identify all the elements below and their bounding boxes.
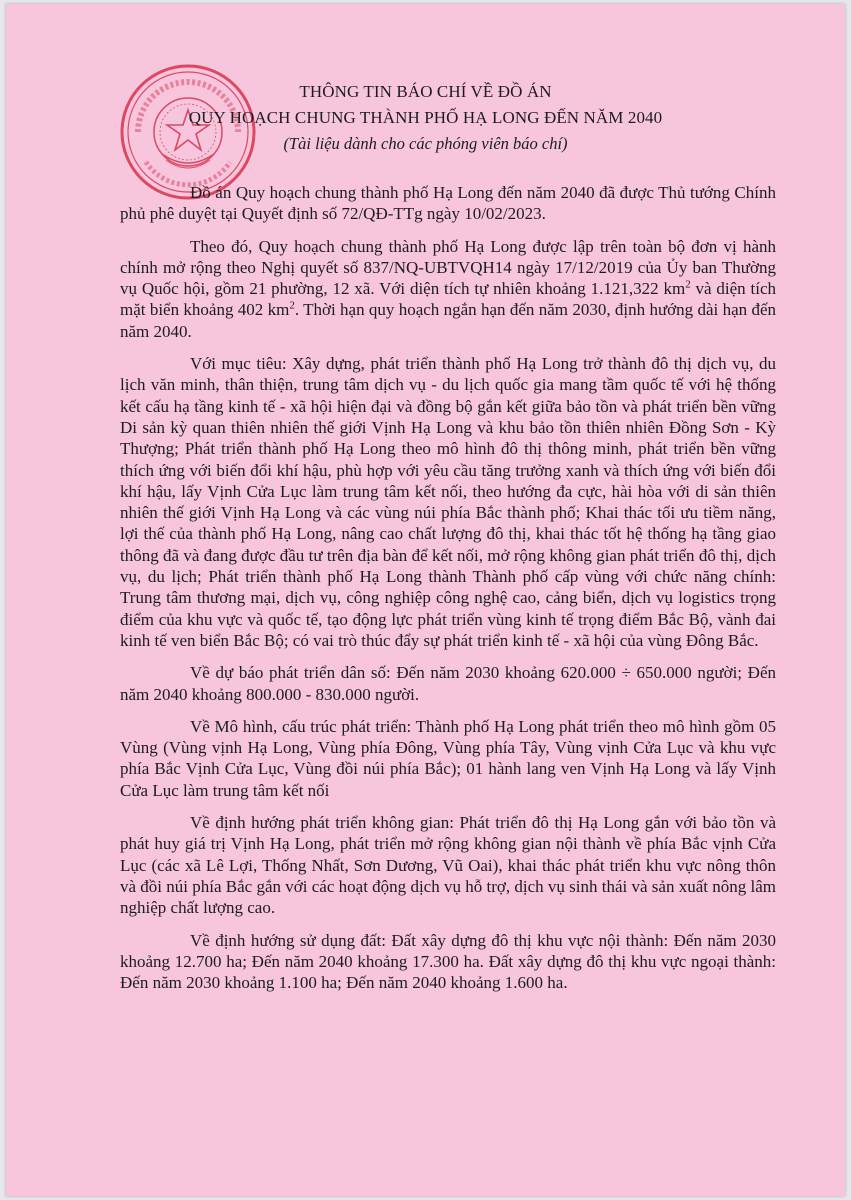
paragraph-land-use: Về định hướng sử dụng đất: Đất xây dựng đô thị khu vực nội thành: Đến năm 2030 khoảng 12.700 ha; Đến năm 2040 khoảng 17.300 ha. Đất xây dựng đô thị khu vực ngoại thành: Đến năm 2030 khoảng 1.100 ha; Đến năm 2040 khoảng 1.600 ha.	[120, 930, 776, 993]
scope-text-c: . Thời hạn quy hoạch ngắn hạn đến năm 2030, định hướng dài hạn đến năm 2040.	[120, 300, 776, 341]
paragraph-population: Về dự báo phát triển dân số: Đến năm 2030 khoảng 620.000 ÷ 650.000 người; Đến năm 2040 khoảng 800.000 - 830.000 người.	[120, 663, 776, 704]
paragraph-development-model: Về Mô hình, cấu trúc phát triển: Thành phố Hạ Long phát triển theo mô hình gồm 05 Vùng (Vùng vịnh Hạ Long, Vùng phía Đông, Vùng phía Tây, Vùng vịnh Cửa Lục và khu vực phía Bắc Vịnh Cửa Lục, Vùng đồi núi phía Bắc); 01 hành lang ven Vịnh Hạ Long và lấy Vịnh Cửa Lục làm trung tâm kết nối	[120, 716, 776, 800]
scope-text-a: Theo đó, Quy hoạch chung thành phố Hạ Long được lập trên toàn bộ đơn vị hành chính mở rộng theo Nghị quyết số 837/NQ-UBTVQH14 ngày 17/12/2019 của Ủy ban Thường vụ Quốc hội, gồm 21 phường, 12 xã. Với diện tích tự nhiên khoảng 1.121,322 km	[120, 236, 776, 299]
scope-text-b: và diện tích mặt biển khoảng 402 km	[120, 279, 776, 320]
km2-superscript-2: 2	[289, 299, 295, 312]
km2-superscript-1: 2	[685, 278, 691, 291]
paragraph-scope	[120, 236, 776, 342]
document-title-line-2: QUY HOẠCH CHUNG THÀNH PHỐ HẠ LONG ĐẾN NĂM 2040	[188, 108, 663, 127]
document-body	[120, 182, 776, 1004]
document-subtitle: (Tài liệu dành cho các phóng viên báo chí)	[283, 134, 568, 153]
paragraph-objectives: Với mục tiêu: Xây dựng, phát triển thành phố Hạ Long trở thành đô thị dịch vụ, du lịch văn minh, thân thiện, trung tâm dịch vụ - du lịch quốc gia mang tầm quốc tế với hệ thống kết cấu hạ tầng kinh tế - xã hội hiện đại và đồng bộ gắn kết giữa bảo tồn và phát triển bền vững Di sản kỳ quan thiên nhiên thế giới Vịnh Hạ Long và khu bảo tồn thiên nhiên Đồng Sơn - Kỳ Thượng; Phát triển thành phố Hạ Long theo mô hình đô thị thông minh, phát triển bền vững thích ứng với biến đổi khí hậu, phù hợp với yêu cầu tăng trưởng xanh và thích ứng với biến đổi khí hậu, lấy Vịnh Cửa Lục làm trung tâm kết nối, theo hướng đa cực, hài hòa với di sản thiên nhiên thế giới Vịnh Hạ Long và các vùng núi phía Bắc thành phố; Khai thác tối ưu tiềm năng, lợi thế của thành phố Hạ Long, nâng cao chất lượng đô thị, khai thác tốt hệ thống hạ tầng giao thông đã và đang được đầu tư trên địa bàn để kết nối, mở rộng không gian phát triển đô thị, dịch vụ, du lịch; Phát triển thành phố Hạ Long thành Thành phố cấp vùng với chức năng chính: Trung tâm thương mại, dịch vụ, công nghiệp công nghệ cao, cảng biển, dịch vụ logistics trọng điểm của khu vực và quốc tế, tạo động lực phát triển vùng kinh tế trọng điểm Bắc Bộ, vành đai kinh tế ven biển Bắc Bộ; có vai trò thúc đẩy sự phát triển kinh tế - xã hội của vùng Đông Bắc.	[120, 354, 776, 650]
paragraph-approval: Đồ án Quy hoạch chung thành phố Hạ Long đến năm 2040 đã được Thủ tướng Chính phủ phê duyệt tại Quyết định số 72/QĐ-TTg ngày 10/02/2023.	[120, 183, 776, 224]
document-title-line-1: THÔNG TIN BÁO CHÍ VỀ ĐỒ ÁN	[299, 82, 552, 101]
paragraph-spatial-orientation: Về định hướng phát triển không gian: Phát triển đô thị Hạ Long gắn với bảo tồn và phát huy giá trị Vịnh Hạ Long, phát triển mở rộng không gian nội thành về phía Bắc vịnh Cửa Lục (các xã Lê Lợi, Thống Nhất, Sơn Dương, Vũ Oai), khai thác phát triển khu vực nông thôn và đồi núi phía Bắc gắn với các hoạt động dịch vụ hỗ trợ, dịch vụ sinh thái và sản xuất nông lâm nghiệp chất lượng cao.	[120, 813, 776, 918]
document-page	[6, 4, 845, 1196]
